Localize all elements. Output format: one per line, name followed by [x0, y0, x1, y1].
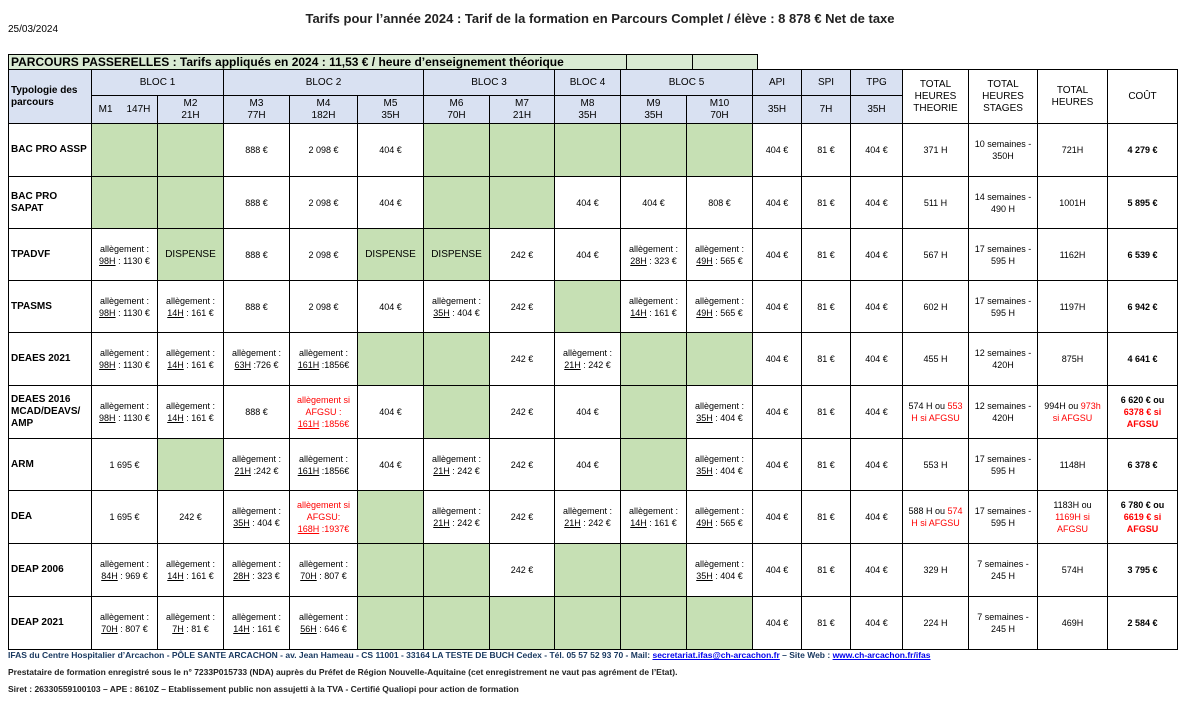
- cell-m3: 888 €: [224, 124, 290, 177]
- cell-m3: allègement : 63H :726 €: [224, 333, 290, 386]
- cell-total-theorie: 602 H: [903, 281, 969, 333]
- cell-m9: allègement : 28H : 323 €: [621, 229, 687, 281]
- cell-m9: [621, 333, 687, 386]
- cell-m3: 888 €: [224, 177, 290, 229]
- cell-total-theorie: 588 H ou 574 H si AFGSU: [903, 491, 969, 544]
- m10-header: M10 70H: [687, 96, 753, 124]
- cell-total-theorie: 511 H: [903, 177, 969, 229]
- cell-total-stages: 17 semaines - 595 H: [969, 491, 1038, 544]
- cell-spi: 81 €: [802, 333, 851, 386]
- cell-m10: [687, 124, 753, 177]
- m5-header: M5 35H: [358, 96, 424, 124]
- row-label: TPADVF: [9, 229, 92, 281]
- typology-header: Typologie des parcours: [9, 70, 92, 124]
- cell-m8: 404 €: [555, 177, 621, 229]
- m7-header: M7 21H: [490, 96, 555, 124]
- cell-api: 404 €: [753, 386, 802, 439]
- cell-m2: allègement : 14H : 161 €: [158, 333, 224, 386]
- cell-m10: allègement : 49H : 565 €: [687, 281, 753, 333]
- cell-api: 404 €: [753, 177, 802, 229]
- cell-cout: 6 539 €: [1108, 229, 1178, 281]
- cell-m6: [424, 177, 490, 229]
- cell-tpg: 404 €: [851, 229, 903, 281]
- cell-m10: allègement : 35H : 404 €: [687, 386, 753, 439]
- footer-mail-link[interactable]: secretariat.ifas@ch-arcachon.fr: [652, 650, 780, 660]
- m3-header: M3 77H: [224, 96, 290, 124]
- m4-header: M4 182H: [290, 96, 358, 124]
- cell-m5: 404 €: [358, 177, 424, 229]
- cell-total-stages: 12 semaines - 420H: [969, 386, 1038, 439]
- cell-cout: 6 378 €: [1108, 439, 1178, 491]
- cell-m7: [490, 177, 555, 229]
- cell-tpg: 404 €: [851, 386, 903, 439]
- cell-m7: 242 €: [490, 544, 555, 597]
- total-theorie-header: TOTAL HEURES THEORIE: [903, 70, 969, 124]
- cell-m4: allègement : 70H : 807 €: [290, 544, 358, 597]
- cell-m9: [621, 386, 687, 439]
- cell-spi: 81 €: [802, 439, 851, 491]
- cell-m5: [358, 544, 424, 597]
- footer-contact: [8, 650, 931, 660]
- cell-total-heures: 574H: [1038, 544, 1108, 597]
- cell-m5: 404 €: [358, 439, 424, 491]
- title-text: Tarifs pour l’année 2024 : Tarif de la formation en Parcours Complet / élève : 8 878 € Net de taxe: [305, 11, 895, 26]
- footer-site-link[interactable]: www.ch-arcachon.fr/ifas: [832, 650, 931, 660]
- row-label: BAC PRO SAPAT: [9, 177, 92, 229]
- cell-m4: 2 098 €: [290, 177, 358, 229]
- cell-m3: allègement : 21H :242 €: [224, 439, 290, 491]
- table-row: [9, 544, 1178, 597]
- cell-api: 404 €: [753, 439, 802, 491]
- cell-total-theorie: 224 H: [903, 597, 969, 650]
- footer-siret: Siret : 26330559100103 – APE : 8610Z – Etablissement public non assujetti à la TVA - Certifié Qualiopi pour action de formation: [8, 684, 519, 694]
- cell-total-theorie: 567 H: [903, 229, 969, 281]
- cell-total-stages: 17 semaines - 595 H: [969, 281, 1038, 333]
- cell-m2: [158, 124, 224, 177]
- cell-m3: allègement : 14H : 161 €: [224, 597, 290, 650]
- cell-m7: 242 €: [490, 386, 555, 439]
- cell-total-heures: 1148H: [1038, 439, 1108, 491]
- api-hours: 35H: [753, 96, 802, 124]
- api-header: API: [753, 70, 802, 96]
- cell-total-theorie: 329 H: [903, 544, 969, 597]
- cell-m10: allègement : 35H : 404 €: [687, 439, 753, 491]
- cell-total-stages: 12 semaines - 420H: [969, 333, 1038, 386]
- cell-m6: allègement : 21H : 242 €: [424, 439, 490, 491]
- cell-m4: 2 098 €: [290, 124, 358, 177]
- table-row: [9, 597, 1178, 650]
- cell-spi: 81 €: [802, 124, 851, 177]
- cell-cout: 4 641 €: [1108, 333, 1178, 386]
- footer-site-label: – Site Web :: [779, 650, 833, 660]
- cell-cout: 6 780 € ou 6619 € si AFGSU: [1108, 491, 1178, 544]
- cell-spi: 81 €: [802, 281, 851, 333]
- tariff-table: [8, 69, 1178, 650]
- m2-header: M2 21H: [158, 96, 224, 124]
- cell-m4: 2 098 €: [290, 229, 358, 281]
- cell-total-theorie: 574 H ou 553 H si AFGSU: [903, 386, 969, 439]
- row-label: DEAES 2016 MCAD/DEAVS/ AMP: [9, 386, 92, 439]
- row-label: DEAP 2006: [9, 544, 92, 597]
- cell-spi: 81 €: [802, 177, 851, 229]
- row-label: BAC PRO ASSP: [9, 124, 92, 177]
- cell-m4: allègement : 161H :1856€: [290, 333, 358, 386]
- cell-spi: 81 €: [802, 597, 851, 650]
- cell-total-heures: 721H: [1038, 124, 1108, 177]
- cell-cout: 5 895 €: [1108, 177, 1178, 229]
- cell-m5: [358, 597, 424, 650]
- cell-total-stages: 17 semaines - 595 H: [969, 229, 1038, 281]
- cell-m1: allègement : 98H : 1130 €: [92, 386, 158, 439]
- table-row: [9, 177, 1178, 229]
- cell-m4: 2 098 €: [290, 281, 358, 333]
- cell-m2: allègement : 14H : 161 €: [158, 386, 224, 439]
- cell-m3: 888 €: [224, 281, 290, 333]
- cell-m1: allègement : 98H : 1130 €: [92, 333, 158, 386]
- cell-m5: DISPENSE: [358, 229, 424, 281]
- band-cell-m10: [692, 54, 758, 70]
- cell-api: 404 €: [753, 333, 802, 386]
- cell-m2: DISPENSE: [158, 229, 224, 281]
- cell-tpg: 404 €: [851, 597, 903, 650]
- cell-m2: [158, 439, 224, 491]
- row-label: DEA: [9, 491, 92, 544]
- cell-m9: allègement : 14H : 161 €: [621, 491, 687, 544]
- cell-m7: 242 €: [490, 439, 555, 491]
- cell-m7: 242 €: [490, 281, 555, 333]
- cell-m6: allègement : 21H : 242 €: [424, 491, 490, 544]
- cell-m6: allègement : 35H : 404 €: [424, 281, 490, 333]
- footer-nda: Prestataire de formation enregistré sous le n° 7233P015733 (NDA) auprès du Préfet de Région Nouvelle-Aquitaine (cet enregistrement ne vaut pas agrément de l’Etat).: [8, 667, 678, 677]
- band-label-cell: [8, 54, 626, 70]
- table-row: [9, 281, 1178, 333]
- document-date: 25/03/2024: [8, 24, 59, 35]
- cell-m7: 242 €: [490, 333, 555, 386]
- cell-total-heures: 1001H: [1038, 177, 1108, 229]
- cell-total-heures: 1183H ou 1169H si AFGSU: [1038, 491, 1108, 544]
- cell-tpg: 404 €: [851, 333, 903, 386]
- cell-total-heures: 994H ou 973h si AFGSU: [1038, 386, 1108, 439]
- row-label: TPASMS: [9, 281, 92, 333]
- cell-total-heures: 1197H: [1038, 281, 1108, 333]
- cell-total-stages: 7 semaines - 245 H: [969, 544, 1038, 597]
- cell-spi: 81 €: [802, 491, 851, 544]
- cell-m10: [687, 333, 753, 386]
- cell-m9: 404 €: [621, 177, 687, 229]
- cell-m1: allègement : 98H : 1130 €: [92, 281, 158, 333]
- cell-m9: [621, 544, 687, 597]
- m6-header: M6 70H: [424, 96, 490, 124]
- bloc1-header: BLOC 1: [92, 70, 224, 96]
- row-label: DEAP 2021: [9, 597, 92, 650]
- m9-header: M9 35H: [621, 96, 687, 124]
- cell-m3: allègement : 35H : 404 €: [224, 491, 290, 544]
- table-row: [9, 124, 1178, 177]
- cell-api: 404 €: [753, 124, 802, 177]
- cell-m1: [92, 177, 158, 229]
- cell-m5: [358, 491, 424, 544]
- table-row: [9, 229, 1178, 281]
- cell-m7: [490, 124, 555, 177]
- m8-header: M8 35H: [555, 96, 621, 124]
- cell-m6: [424, 544, 490, 597]
- bloc5-header: BLOC 5: [621, 70, 753, 96]
- cell-m10: [687, 597, 753, 650]
- cell-m6: [424, 333, 490, 386]
- cell-total-theorie: 371 H: [903, 124, 969, 177]
- cell-tpg: 404 €: [851, 124, 903, 177]
- bloc3-header: BLOC 3: [424, 70, 555, 96]
- cell-m1: 1 695 €: [92, 491, 158, 544]
- row-label: ARM: [9, 439, 92, 491]
- bloc2-header: BLOC 2: [224, 70, 424, 96]
- cell-total-heures: 469H: [1038, 597, 1108, 650]
- cell-m2: [158, 177, 224, 229]
- cell-cout: 3 795 €: [1108, 544, 1178, 597]
- page-title: [0, 11, 1200, 26]
- cout-header: COÛT: [1108, 70, 1178, 124]
- cell-api: 404 €: [753, 544, 802, 597]
- band-cell-m9: [626, 54, 692, 70]
- cell-m2: allègement : 14H : 161 €: [158, 281, 224, 333]
- total-stages-header: TOTAL HEURES STAGES: [969, 70, 1038, 124]
- cell-total-theorie: 553 H: [903, 439, 969, 491]
- cell-m2: allègement : 14H : 161 €: [158, 544, 224, 597]
- cell-cout: 6 620 € ou 6378 € si AFGSU: [1108, 386, 1178, 439]
- cell-m8: [555, 597, 621, 650]
- cell-m8: allègement : 21H : 242 €: [555, 491, 621, 544]
- cell-tpg: 404 €: [851, 281, 903, 333]
- cell-m1: allègement : 70H : 807 €: [92, 597, 158, 650]
- table-row: [9, 333, 1178, 386]
- cell-m7: 242 €: [490, 229, 555, 281]
- cell-total-heures: 1162H: [1038, 229, 1108, 281]
- cell-m7: 242 €: [490, 491, 555, 544]
- cell-m5: 404 €: [358, 386, 424, 439]
- cell-m4: allègement si AFGSU: 168H :1937€: [290, 491, 358, 544]
- cell-m10: allègement : 35H : 404 €: [687, 544, 753, 597]
- cell-m6: [424, 597, 490, 650]
- table-row: [9, 491, 1178, 544]
- cell-m9: allègement : 14H : 161 €: [621, 281, 687, 333]
- table-body: [9, 124, 1178, 650]
- cell-m10: allègement : 49H : 565 €: [687, 491, 753, 544]
- cell-tpg: 404 €: [851, 544, 903, 597]
- cell-m2: allègement : 7H : 81 €: [158, 597, 224, 650]
- cell-m8: 404 €: [555, 386, 621, 439]
- passerelles-band: [8, 54, 758, 70]
- cell-spi: 81 €: [802, 229, 851, 281]
- cell-m6: [424, 386, 490, 439]
- cell-m3: allègement : 28H : 323 €: [224, 544, 290, 597]
- cell-m8: allègement : 21H : 242 €: [555, 333, 621, 386]
- cell-m10: allègement : 49H : 565 €: [687, 229, 753, 281]
- total-heures-header: TOTAL HEURES: [1038, 70, 1108, 124]
- footer-address: IFAS du Centre Hospitalier d’Arcachon - PÔLE SANTE ARCACHON - av. Jean Hameau - CS 11001 - 33164 LA TESTE DE BUCH Cedex - Tél. 05 57 52 93 70 - Mail:: [8, 650, 653, 660]
- cell-m8: 404 €: [555, 439, 621, 491]
- cell-m3: 888 €: [224, 229, 290, 281]
- cell-spi: 81 €: [802, 544, 851, 597]
- cell-m7: [490, 597, 555, 650]
- cell-m5: [358, 333, 424, 386]
- tpg-header: TPG: [851, 70, 903, 96]
- table-row: [9, 386, 1178, 439]
- row-label: DEAES 2021: [9, 333, 92, 386]
- cell-cout: 6 942 €: [1108, 281, 1178, 333]
- cell-total-theorie: 455 H: [903, 333, 969, 386]
- cell-m4: allègement : 56H : 646 €: [290, 597, 358, 650]
- cell-m1: allègement : 98H : 1130 €: [92, 229, 158, 281]
- cell-spi: 81 €: [802, 386, 851, 439]
- cell-total-stages: 7 semaines - 245 H: [969, 597, 1038, 650]
- cell-api: 404 €: [753, 491, 802, 544]
- cell-total-stages: 17 semaines - 595 H: [969, 439, 1038, 491]
- cell-m9: [621, 439, 687, 491]
- cell-m8: [555, 281, 621, 333]
- cell-total-stages: 10 semaines - 350H: [969, 124, 1038, 177]
- cell-m6: [424, 124, 490, 177]
- cell-cout: 4 279 €: [1108, 124, 1178, 177]
- m1-header: M1 147H: [92, 96, 158, 124]
- bloc4-header: BLOC 4: [555, 70, 621, 96]
- cell-m1: [92, 124, 158, 177]
- cell-cout: 2 584 €: [1108, 597, 1178, 650]
- cell-m5: 404 €: [358, 124, 424, 177]
- cell-m5: 404 €: [358, 281, 424, 333]
- cell-m9: [621, 124, 687, 177]
- cell-m1: 1 695 €: [92, 439, 158, 491]
- cell-m9: [621, 597, 687, 650]
- cell-m1: allègement : 84H : 969 €: [92, 544, 158, 597]
- cell-tpg: 404 €: [851, 439, 903, 491]
- cell-m2: 242 €: [158, 491, 224, 544]
- cell-total-heures: 875H: [1038, 333, 1108, 386]
- cell-m4: allègement si AFGSU : 161H :1856€: [290, 386, 358, 439]
- cell-m10: 808 €: [687, 177, 753, 229]
- band-label: PARCOURS PASSERELLES : Tarifs appliqués en 2024 : 11,53 € / heure d’enseignement théorique: [11, 55, 564, 69]
- cell-api: 404 €: [753, 229, 802, 281]
- cell-m3: 888 €: [224, 386, 290, 439]
- cell-m8: [555, 544, 621, 597]
- cell-tpg: 404 €: [851, 177, 903, 229]
- spi-header: SPI: [802, 70, 851, 96]
- cell-m4: allègement : 161H :1856€: [290, 439, 358, 491]
- cell-m6: DISPENSE: [424, 229, 490, 281]
- cell-total-stages: 14 semaines - 490 H: [969, 177, 1038, 229]
- spi-hours: 7H: [802, 96, 851, 124]
- table-row: [9, 439, 1178, 491]
- cell-m8: [555, 124, 621, 177]
- tpg-hours: 35H: [851, 96, 903, 124]
- cell-tpg: 404 €: [851, 491, 903, 544]
- cell-api: 404 €: [753, 281, 802, 333]
- cell-api: 404 €: [753, 597, 802, 650]
- cell-m8: 404 €: [555, 229, 621, 281]
